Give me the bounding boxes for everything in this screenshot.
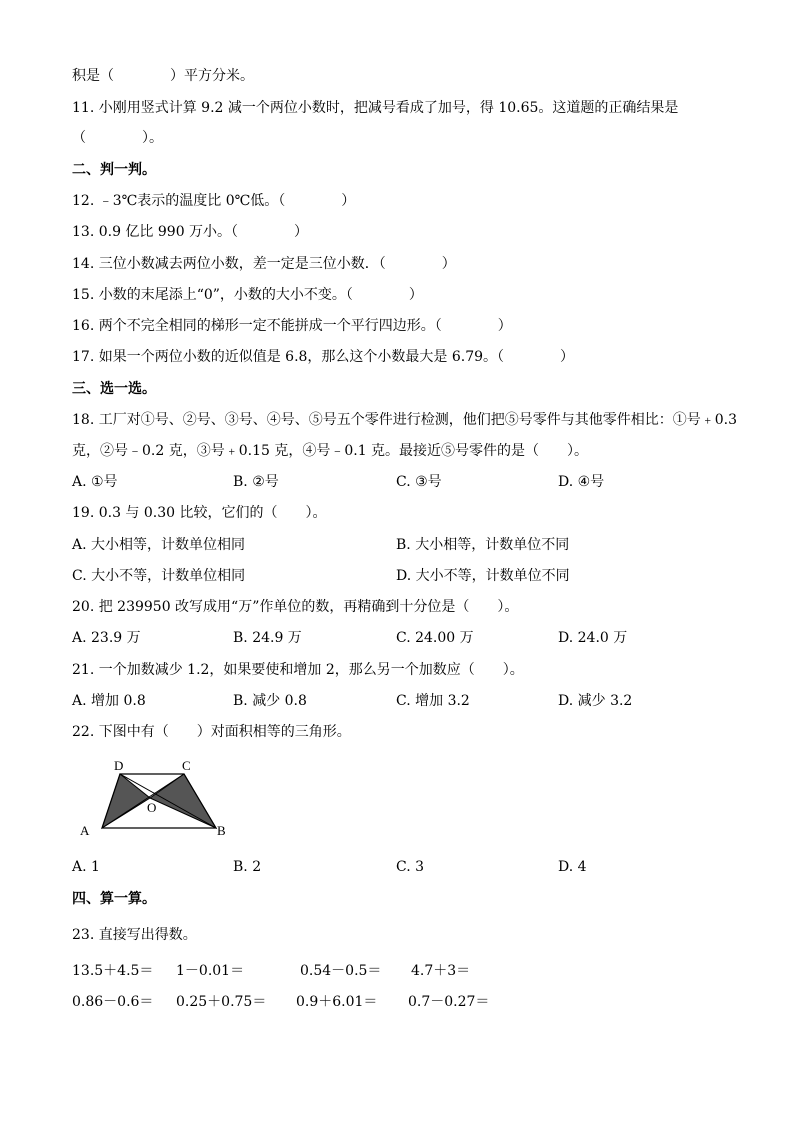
triangle-bco	[150, 774, 216, 828]
q13-text: 13. 0.9 亿比 990 万小。（ ）	[72, 224, 309, 240]
q14-text: 14. 三位小数减去两位小数，差一定是三位小数．（ ）	[72, 256, 456, 272]
q19-option-d: D. 大小不等，计数单位不同	[396, 568, 570, 584]
q18-text-line2: 克，②号﹣0.2 克，③号﹢0.15 克，④号﹣0.1 克。最接近⑤号零件的是（ ）。	[72, 443, 589, 459]
q21-option-c: C. 增加 3.2	[396, 693, 470, 709]
label-b: B	[217, 823, 226, 838]
q19-text: 19. 0.3 与 0.30 比较，它们的（ ）。	[72, 505, 327, 521]
label-o: O	[147, 800, 157, 815]
calc-item: 13.5＋4.5＝	[72, 963, 154, 979]
calc-item: 1－0.01＝	[176, 963, 245, 979]
q19-option-a: A. 大小相等，计数单位相同	[72, 537, 246, 553]
q21-option-a: A. 增加 0.8	[72, 693, 146, 709]
q18-option-c: C. ③号	[396, 474, 442, 490]
q19-option-b: B. 大小相等，计数单位不同	[396, 537, 570, 553]
q18-option-d: D. ④号	[558, 474, 605, 490]
q20-option-c: C. 24.00 万	[396, 630, 474, 646]
calc-item: 0.25＋0.75＝	[176, 994, 267, 1010]
q12-text: 12. ﹣3℃表示的温度比 0℃低。（ ）	[72, 193, 356, 209]
q20-option-b: B. 24.9 万	[233, 630, 302, 646]
label-c: C	[182, 758, 191, 773]
q17-text: 17. 如果一个两位小数的近似值是 6.8，那么这个小数最大是 6.79。（ ）	[72, 349, 575, 365]
calc-item: 0.9＋6.01＝	[296, 994, 378, 1010]
q10-continuation: 积是（ ）平方分米。	[72, 68, 254, 84]
section-title-judge: 二、判一判。	[72, 162, 156, 178]
q15-text: 15. 小数的末尾添上“0”，小数的大小不变。（ ）	[72, 287, 423, 303]
q18-text-line1: 18. 工厂对①号、②号、③号、④号、⑤号五个零件进行检测，他们把⑤号零件与其他零件相比：①号﹢0.3	[72, 412, 737, 428]
trapezoid-figure	[76, 756, 236, 842]
label-a: A	[80, 823, 90, 838]
q22-option-c: C. 3	[396, 859, 425, 875]
q20-text: 20. 把 239950 改写成用“万”作单位的数，再精确到十分位是（ ）。	[72, 599, 519, 615]
label-d: D	[114, 758, 124, 773]
q21-option-b: B. 减少 0.8	[233, 693, 307, 709]
calc-item: 0.7－0.27＝	[408, 994, 490, 1010]
q16-text: 16. 两个不完全相同的梯形一定不能拼成一个平行四边形。（ ）	[72, 318, 512, 334]
q20-option-d: D. 24.0 万	[558, 630, 628, 646]
section-title-choose: 三、选一选。	[72, 381, 156, 397]
q21-option-d: D. 减少 3.2	[558, 693, 633, 709]
calc-item: 4.7＋3＝	[411, 963, 471, 979]
q18-option-a: A. ①号	[72, 474, 118, 490]
q22-text: 22. 下图中有（ ）对面积相等的三角形。	[72, 724, 351, 740]
q11-answer-blank: （ ）。	[72, 130, 163, 146]
calc-item: 0.54－0.5＝	[300, 963, 382, 979]
q21-text: 21. 一个加数减少 1.2，如果要使和增加 2，那么另一个加数应（ ）。	[72, 662, 524, 678]
q11-text: 11. 小刚用竖式计算 9.2 减一个两位小数时，把减号看成了加号，得 10.65。这道题的正确结果是	[72, 100, 679, 116]
q22-option-a: A. 1	[72, 859, 100, 875]
q23-text: 23. 直接写出得数。	[72, 927, 197, 943]
q19-option-c: C. 大小不等，计数单位相同	[72, 568, 246, 584]
calc-item: 0.86－0.6＝	[72, 994, 154, 1010]
q18-option-b: B. ②号	[233, 474, 279, 490]
q22-option-b: B. 2	[233, 859, 262, 875]
section-title-calculate: 四、算一算。	[72, 891, 156, 907]
q20-option-a: A. 23.9 万	[72, 630, 141, 646]
q22-option-d: D. 4	[558, 859, 587, 875]
